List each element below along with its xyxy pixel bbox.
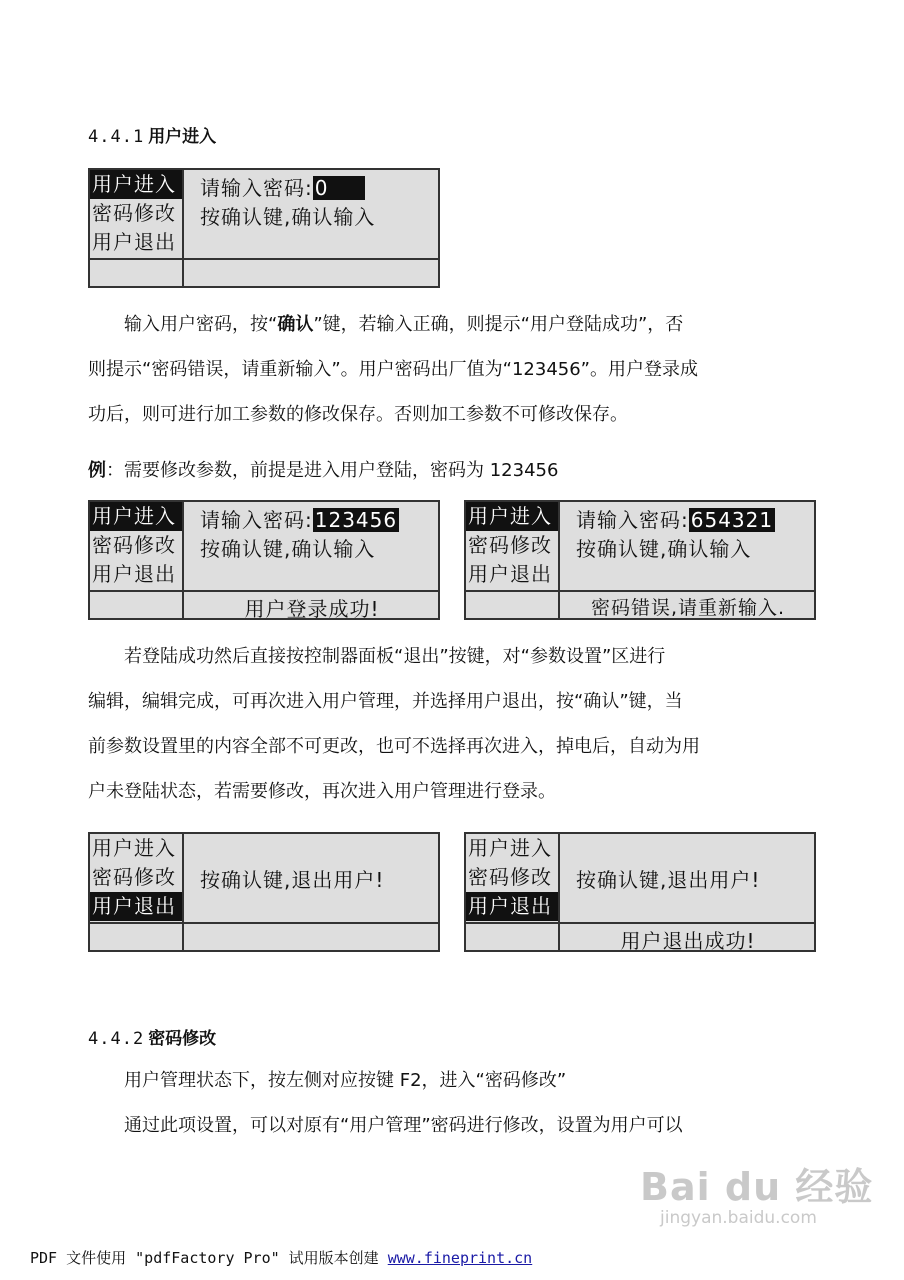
- pdf-footer: [30, 1247, 532, 1268]
- password-label: 请输入密码:: [200, 176, 313, 200]
- menu-item-password-change: 密码修改: [468, 533, 552, 557]
- lcd-line-1: [576, 504, 775, 533]
- password-label: 请输入密码:: [200, 508, 313, 532]
- paragraph-login-description: [88, 302, 818, 437]
- menu-item-user-exit: 用户退出: [468, 562, 552, 586]
- para-text: 输入用户密码，按“: [124, 314, 278, 335]
- lcd-line-1: [200, 504, 399, 533]
- lcd-menu: [466, 502, 560, 618]
- password-value: 123456: [314, 508, 398, 532]
- menu-item-user-exit: 用户退出: [466, 892, 558, 921]
- menu-item-password-change: 密码修改: [92, 533, 176, 557]
- lcd-message: 按确认键,退出用户!: [576, 868, 761, 892]
- lcd-panel-login-prompt: [88, 168, 440, 288]
- section-title: 密码修改: [148, 1029, 217, 1049]
- menu-item-password-change: 密码修改: [92, 865, 176, 889]
- lcd-menu: [90, 502, 184, 618]
- section-number: 4.4.1: [88, 127, 145, 147]
- lcd-status: 密码错误,请重新输入.: [590, 597, 786, 619]
- lcd-line-2: 按确认键,确认输入: [200, 205, 376, 229]
- lcd-line-2: 按确认键,确认输入: [576, 537, 752, 561]
- paragraph-password-change: [88, 1058, 818, 1148]
- lcd-panel-logout-success: [464, 832, 816, 952]
- para-line: 户未登陆状态，若需要修改，再次进入用户管理进行登录。: [88, 781, 556, 802]
- example-line: [88, 456, 558, 482]
- lcd-status: 用户退出成功!: [620, 929, 756, 953]
- lcd-divider: [90, 922, 438, 924]
- password-label: 请输入密码:: [576, 508, 689, 532]
- lcd-menu: [466, 834, 560, 950]
- menu-item-password-change: 密码修改: [468, 865, 552, 889]
- lcd-panel-login-success: [88, 500, 440, 620]
- example-text: ：需要修改参数，前提是进入用户登陆，密码为 123456: [106, 460, 559, 481]
- menu-item-user-exit: 用户退出: [92, 230, 176, 254]
- section-title: 用户进入: [148, 127, 217, 147]
- section-number: 4.4.2: [88, 1029, 145, 1049]
- lcd-divider: [90, 258, 438, 260]
- password-value: 654321: [690, 508, 774, 532]
- para-line: 通过此项设置，可以对原有“用户管理”密码进行修改，设置为用户可以: [124, 1115, 683, 1136]
- menu-item-password-change: 密码修改: [92, 201, 176, 225]
- para-line: 编辑，编辑完成，可再次进入用户管理，并选择用户退出，按“确认”键，当: [88, 691, 683, 712]
- menu-item-user-enter: 用户进入: [90, 502, 182, 531]
- lcd-line-2: 按确认键,确认输入: [200, 537, 376, 561]
- lcd-divider: [90, 590, 438, 592]
- section-heading-4-4-2: [88, 1024, 216, 1049]
- password-value: 0: [313, 176, 365, 200]
- paragraph-logout-description: [88, 634, 818, 814]
- section-heading-4-4-1: [88, 122, 216, 147]
- baidu-watermark-url: jingyan.baidu.com: [660, 1208, 817, 1228]
- lcd-menu: [90, 834, 184, 950]
- footer-text: PDF 文件使用 "pdfFactory Pro" 试用版本创建: [30, 1249, 388, 1267]
- lcd-panel-login-error: [464, 500, 816, 620]
- lcd-message: 按确认键,退出用户!: [200, 868, 385, 892]
- menu-item-user-enter: 用户进入: [468, 836, 552, 860]
- lcd-status: 用户登录成功!: [244, 597, 380, 621]
- example-label: 例: [88, 460, 106, 481]
- para-text: ”键，若输入正确，则提示“用户登陆成功”，否: [313, 314, 684, 335]
- lcd-divider: [466, 922, 814, 924]
- menu-item-user-enter: 用户进入: [466, 502, 558, 531]
- para-line: 前参数设置里的内容全部不可更改，也可不选择再次进入，掉电后，自动为用: [88, 736, 700, 757]
- menu-item-user-enter: 用户进入: [92, 836, 176, 860]
- para-line: 若登陆成功然后直接按控制器面板“退出”按键，对“参数设置”区进行: [124, 646, 666, 667]
- lcd-line-1: [200, 172, 365, 201]
- lcd-divider: [466, 590, 814, 592]
- menu-item-user-exit: 用户退出: [92, 562, 176, 586]
- menu-item-user-enter: 用户进入: [90, 170, 182, 199]
- baidu-watermark-logo: Bai du 经验: [640, 1165, 874, 1209]
- para-line: 则提示“密码错误，请重新输入”。用户密码出厂值为“123456”。用户登录成: [88, 359, 699, 380]
- para-line: 用户管理状态下，按左侧对应按键 F2，进入“密码修改”: [124, 1070, 567, 1091]
- lcd-menu: [90, 170, 184, 286]
- menu-item-user-exit: 用户退出: [90, 892, 182, 921]
- footer-link[interactable]: www.fineprint.cn: [387, 1249, 533, 1267]
- para-bold-confirm: 确认: [277, 314, 314, 335]
- para-line: 功后，则可进行加工参数的修改保存。否则加工参数不可修改保存。: [88, 404, 628, 425]
- lcd-panel-logout-prompt: [88, 832, 440, 952]
